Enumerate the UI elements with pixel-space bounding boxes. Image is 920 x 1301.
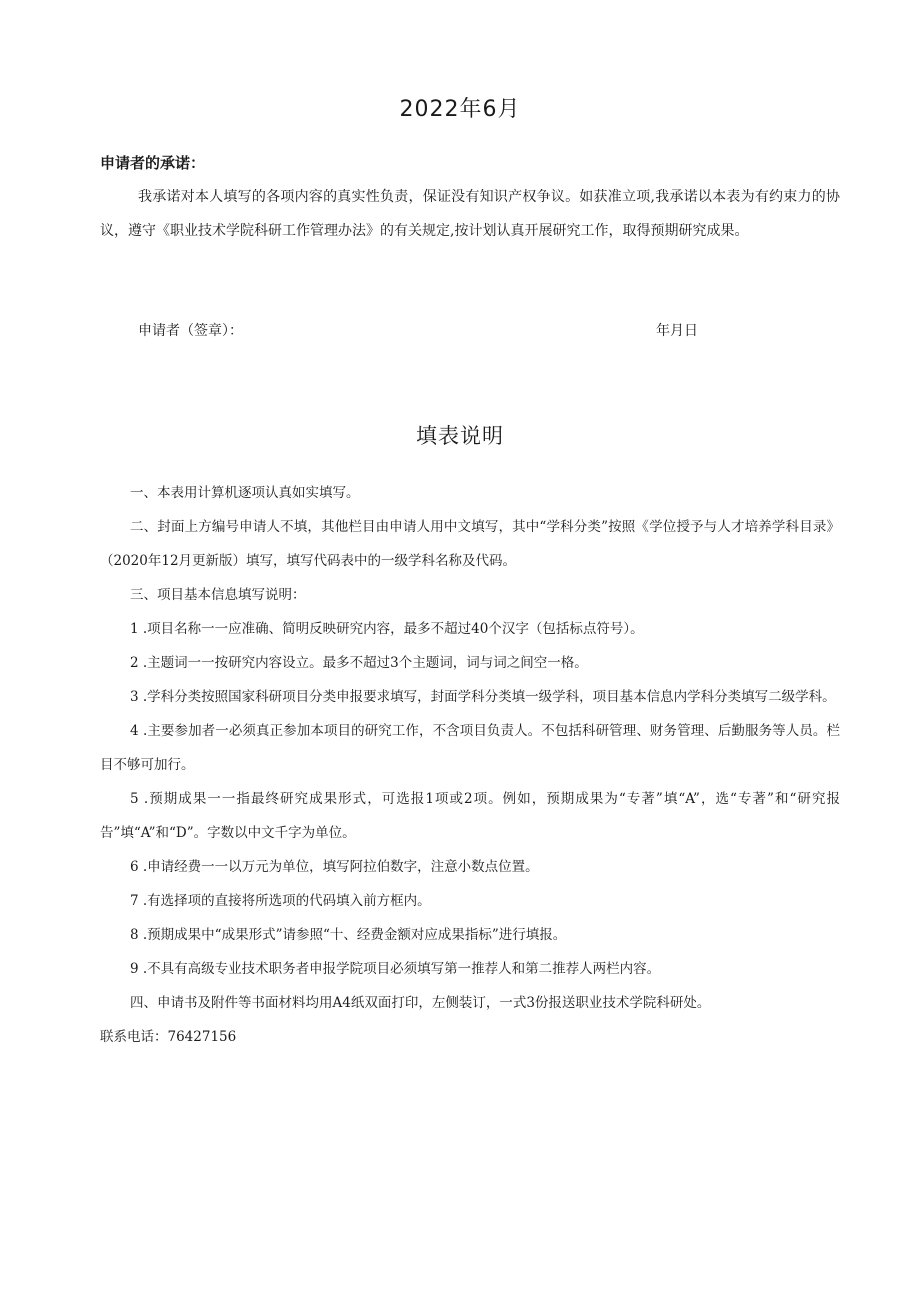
contact-phone: 联系电话：76427156 [100,1029,237,1045]
instructions-title: 填表说明 [416,424,504,448]
instruction-item: 7 .有选择项的直接将所选项的代码填入前方框内。 [130,893,431,909]
instruction-item: 8 .预期成果中“成果形式”请参照“十、经费金额对应成果指标”进行填报。 [130,927,567,943]
instruction-item: 四、申请书及附件等书面材料均用A4纸双面打印，左侧装订，一式3份报送职业技术学院科研处。 [130,995,711,1011]
instruction-item: 4 .主要参加者一必须真正参加本项目的研究工作，不含项目负责人。不包括科研管理、财务管理、后勤服务等人员。栏目不够可加行。 [100,723,840,773]
instruction-item: 5 .预期成果一一指最终研究成果形式，可选报1项或2项。例如，预期成果为“专著”填“A”，选“专著”和“研究报告”填“A”和“D”。字数以中文千字为单位。 [100,791,840,841]
signature-date: 年月日 [656,323,698,339]
pledge-body: 我承诺对本人填写的各项内容的真实性负责，保证没有知识产权争议。如获准立项,我承诺以本表为有约束力的协议，遵守《职业技术学院科研工作管理办法》的有关规定,按计划认真开展研究工作，取得预期研究成果。 [100,189,840,239]
instruction-item: 2 .主题词一一按研究内容设立。最多不超过3个主题词，词与词之间空一格。 [130,655,588,671]
instruction-item: 一、本表用计算机逐项认真如实填写。 [130,485,360,501]
instructions-list [100,476,840,1054]
instruction-item: 1 .项目名称一一应准确、简明反映研究内容，最多不超过40个汉字（包括标点符号）。 [130,621,644,637]
instruction-item: 6 .申请经费一一以万元为单位，填写阿拉伯数字，注意小数点位置。 [130,859,539,875]
signature-label: 申请者（签章）： [138,323,243,339]
pledge-title: 申请者的承诺： [100,154,206,172]
instruction-item: 9 .不具有高级专业技术职务者申报学院项目必须填写第一推荐人和第二推荐人两栏内容。 [130,961,661,977]
date-heading: 2022年6月 [399,97,521,122]
instruction-item: 三、项目基本信息填写说明： [130,587,306,603]
instruction-item: 二、封面上方编号申请人不填，其他栏目由申请人用中文填写，其中“学科分类”按照《学位授予与人才培养学科目录》（2020年12月更新版）填写，填写代码表中的一级学科名称及代码。 [100,519,840,569]
instruction-item: 3 .学科分类按照国家科研项目分类申报要求填写，封面学科分类填一级学科，项目基本信息内学科分类填写二级学科。 [130,689,836,705]
